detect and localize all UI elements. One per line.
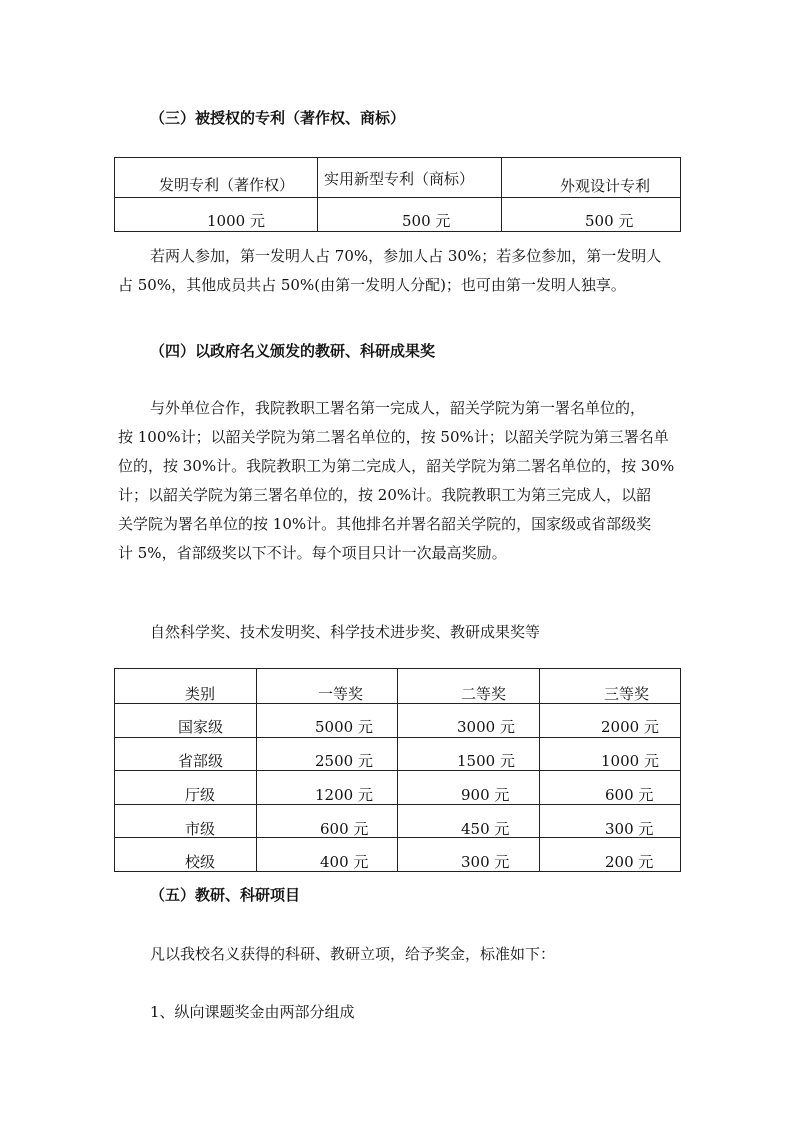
award-cell: 600 元	[320, 820, 369, 838]
patent-value-design: 500 元	[585, 212, 634, 230]
award-header-first: 一等奖	[318, 685, 364, 703]
award-cell: 300 元	[605, 820, 654, 838]
cooperation-line-4: 计；以韶关学院为第三署名单位的，按 20%计。我院教职工为第三完成人，以韶	[118, 486, 652, 504]
award-cell: 400 元	[320, 853, 369, 871]
patent-table	[114, 157, 681, 232]
award-cell: 900 元	[461, 786, 510, 804]
award-cell: 1500 元	[457, 752, 515, 770]
table-divider	[539, 669, 540, 871]
award-cell: 2500 元	[315, 752, 373, 770]
award-header-third: 三等奖	[604, 685, 650, 703]
section-3-heading: （三）被授权的专利（著作权、商标）	[150, 109, 406, 127]
award-row-label: 省部级	[178, 752, 224, 770]
cooperation-line-3: 位的，按 30%计。我院教职工为第二完成人，韶关学院为第二署名单位的，按 30%	[118, 457, 675, 475]
award-types-line: 自然科学奖、技术发明奖、科学技术进步奖、教研成果奖等	[150, 623, 541, 641]
award-table	[114, 668, 681, 872]
award-row-label: 校级	[185, 853, 216, 871]
award-cell: 1000 元	[601, 752, 659, 770]
award-row-label: 厅级	[185, 786, 216, 804]
award-cell: 450 元	[461, 820, 510, 838]
award-cell: 5000 元	[315, 718, 373, 736]
award-header-category: 类别	[185, 685, 216, 703]
patent-share-line-2: 占 50%，其他成员共占 50%(由第一发明人分配)；也可由第一发明人独享。	[118, 276, 626, 294]
cooperation-line-5: 关学院为署名单位的按 10%计。其他排名并署名韶关学院的，国家级或省部级奖	[118, 515, 652, 533]
award-cell: 3000 元	[457, 718, 515, 736]
patent-header-invention: 发明专利（著作权）	[159, 176, 295, 194]
table-divider	[256, 669, 257, 871]
award-header-second: 二等奖	[461, 685, 507, 703]
project-intro-line: 凡以我校名义获得的科研、教研立项，给予奖金，标准如下：	[150, 945, 556, 963]
award-row-label: 国家级	[178, 718, 224, 736]
patent-share-line-1: 若两人参加，第一发明人占 70%，参加人占 30%；若多位参加，第一发明人	[150, 247, 662, 265]
section-4-heading: （四）以政府名义颁发的教研、科研成果奖	[150, 342, 436, 360]
table-divider	[115, 197, 680, 198]
award-row-label: 市级	[185, 820, 216, 838]
cooperation-line-2: 按 100%计；以韶关学院为第二署名单位的，按 50%计；以韶关学院为第三署名单	[118, 428, 669, 446]
award-cell: 300 元	[461, 853, 510, 871]
patent-value-utility: 500 元	[402, 212, 451, 230]
award-cell: 2000 元	[601, 718, 659, 736]
award-cell: 200 元	[605, 853, 654, 871]
patent-header-utility: 实用新型专利（商标）	[324, 170, 475, 188]
project-item-1: 1、纵向课题奖金由两部分组成	[150, 1003, 355, 1021]
table-divider	[501, 158, 502, 231]
patent-value-invention: 1000 元	[207, 212, 265, 230]
award-cell: 600 元	[605, 786, 654, 804]
patent-header-design: 外观设计专利	[560, 177, 651, 195]
table-divider	[317, 158, 318, 231]
cooperation-line-1: 与外单位合作，我院教职工署名第一完成人，韶关学院为第一署名单位的，	[150, 399, 646, 417]
cooperation-line-6: 计 5%，省部级奖以下不计。每个项目只计一次最高奖励。	[118, 544, 507, 562]
table-divider	[397, 669, 398, 871]
award-cell: 1200 元	[315, 786, 373, 804]
section-5-heading: （五）教研、科研项目	[150, 886, 301, 904]
